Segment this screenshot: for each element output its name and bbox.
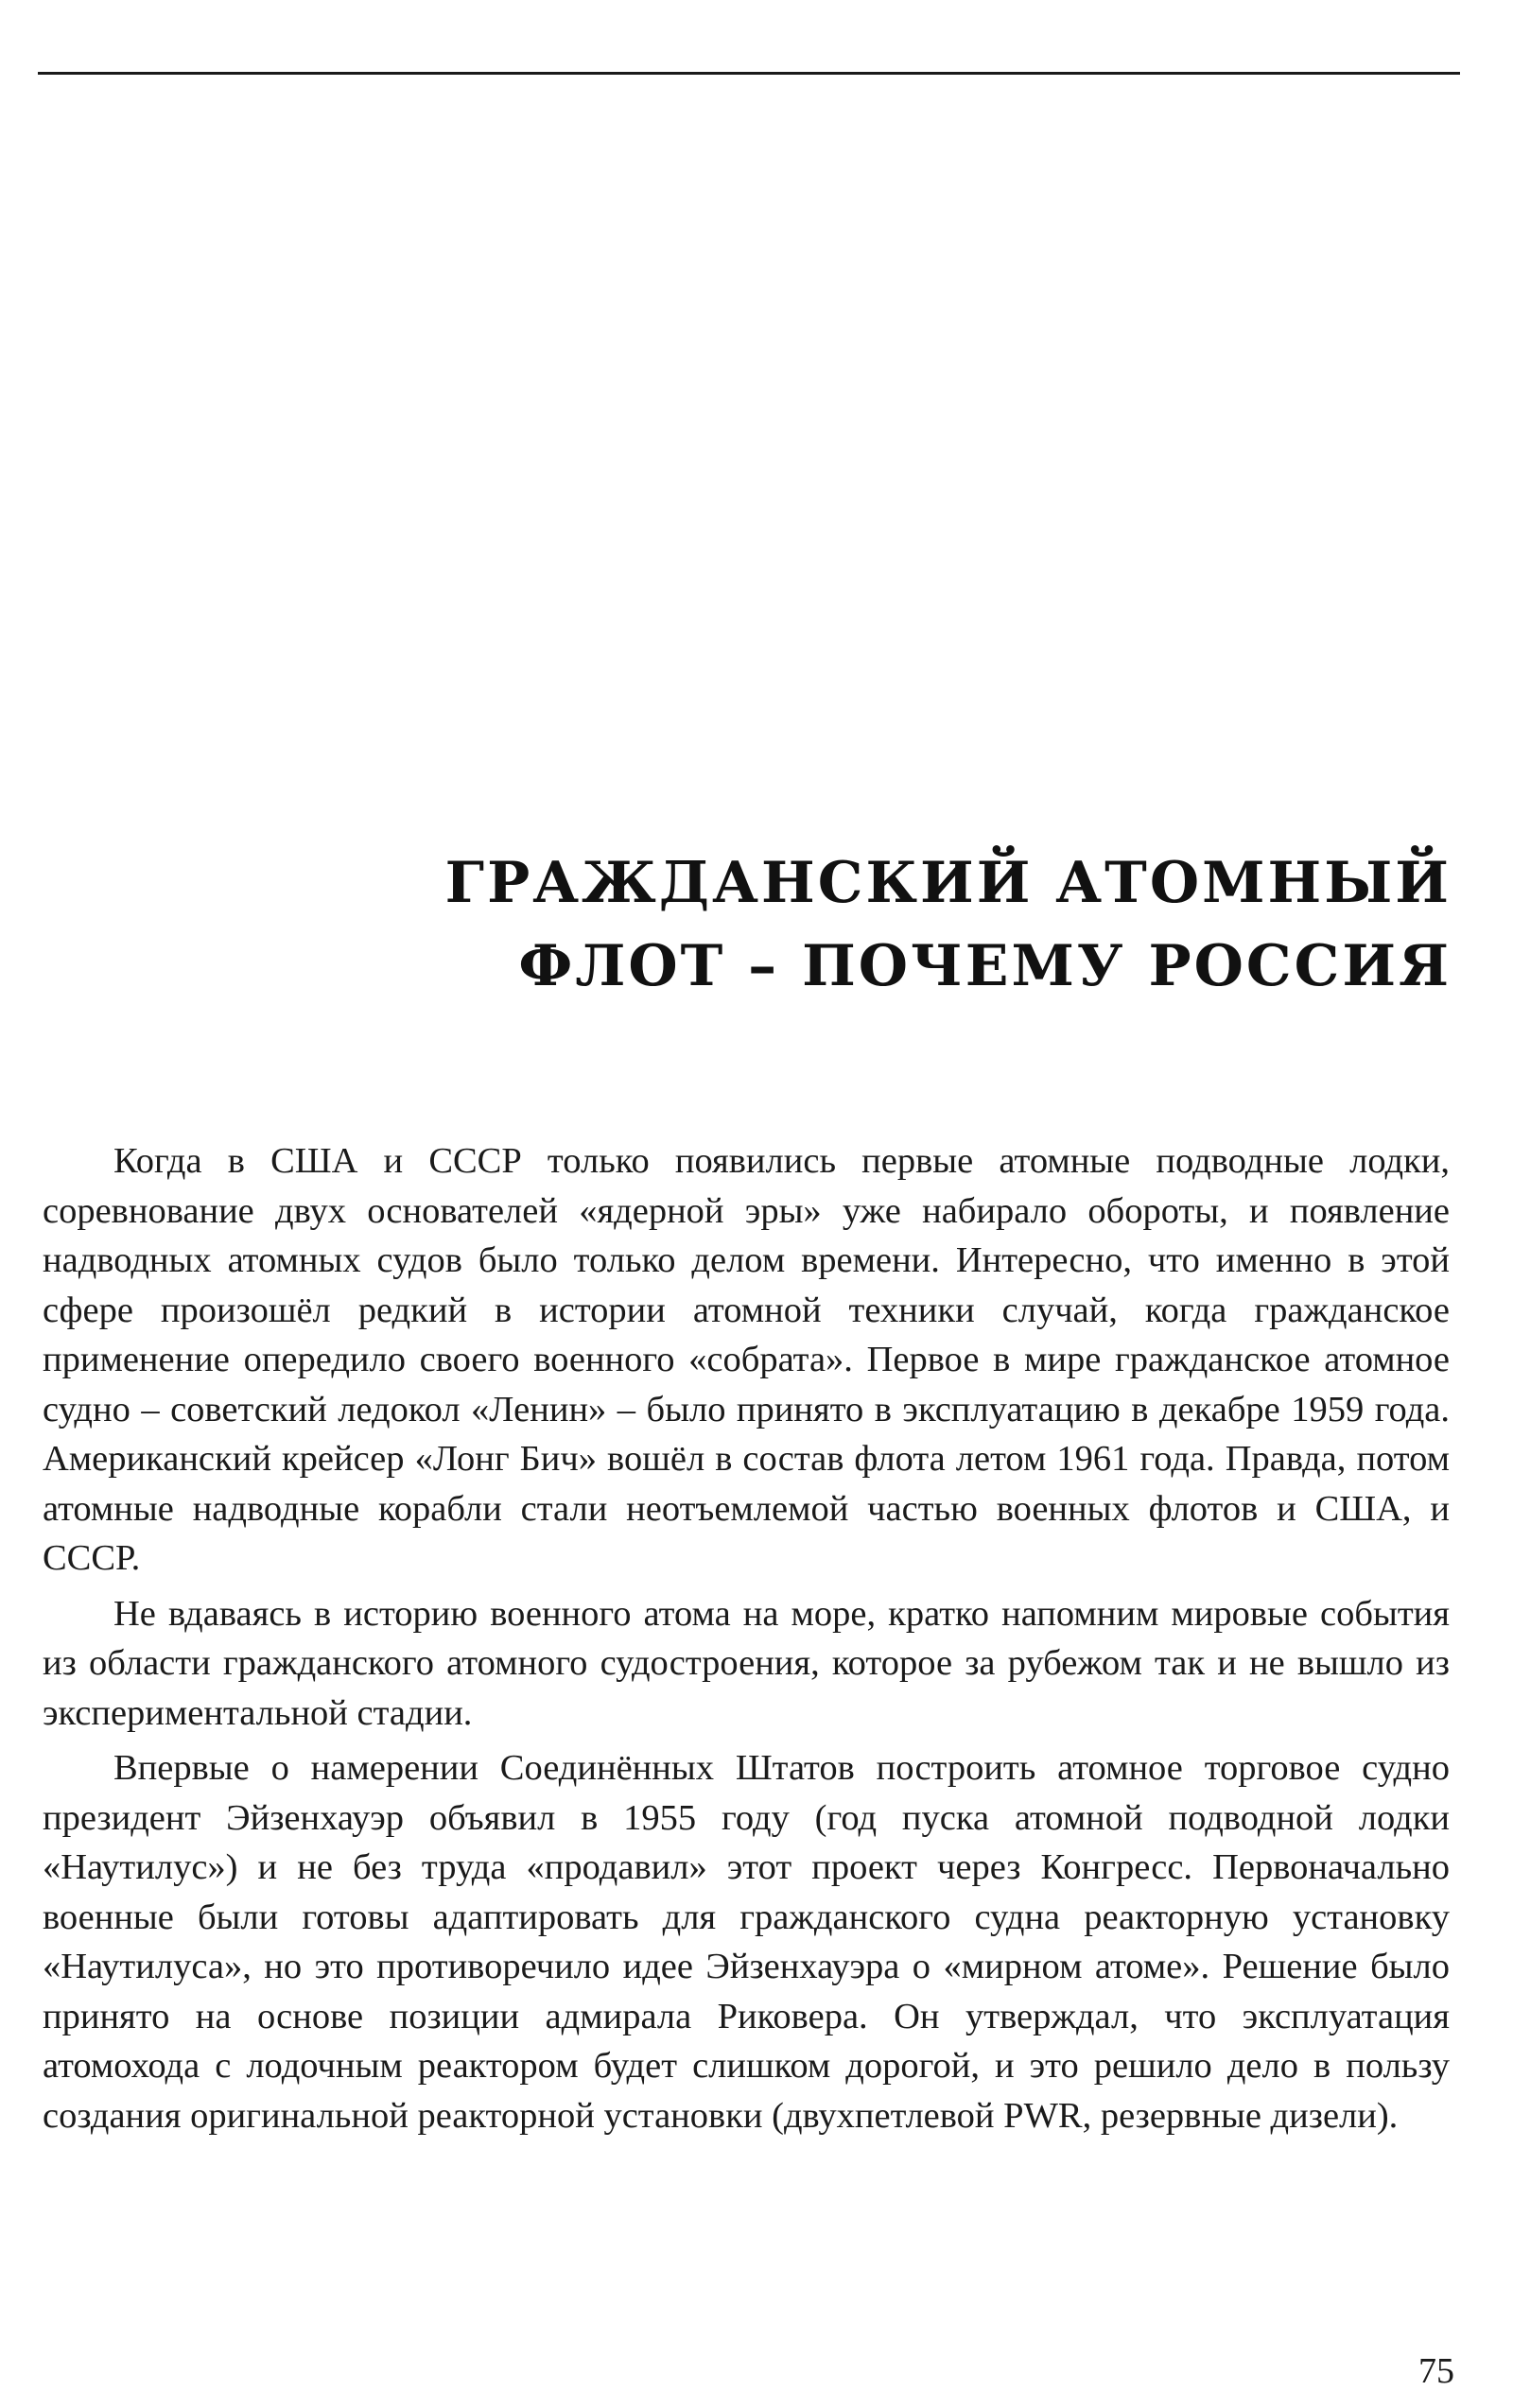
chapter-title: [284, 841, 1452, 1008]
paragraph-3: Впервые о намерении Соединённых Штатов построить атомное торговое судно президент Эйзенхауэр объявил в 1955 году (год пуска атомной подводной лодки «Наутилус») и не без труда «продавил» этот проект через Конгресс. Первоначально военные были готовы адаптировать для гражданского судна реакторную установку «Наутилуса», но это противоречило идее Эйзенхауэра о «мирном атоме». Решение было принято на основе позиции адмирала Риковера. Он утверждал, что эксплуатация атомохода с лодочным реактором будет слишком дорогой, и это решило дело в пользу создания оригинальной реакторной установки (двухпетлевой PWR, резервные дизели).: [43, 1748, 1450, 2136]
body-text: [43, 1136, 1450, 2146]
page-number: 75: [1418, 2351, 1454, 2391]
top-rule: [38, 72, 1460, 75]
chapter-title-line-1: ГРАЖДАНСКИЙ АТОМНЫЙ: [444, 850, 1452, 916]
paragraph-2: Не вдаваясь в историю военного атома на море, кратко напомним мировые события из области гражданского атомного судостроения, которое за рубежом так и не вышло из экспериментальной стадии.: [43, 1593, 1450, 1733]
paragraph-1: Когда в США и СССР только появились первые атомные подводные лодки, соревнование двух основателей «ядерной эры» уже набирало обороты, и появление надводных атомных судов было только делом времени. Интересно, что именно в этой сфере произошёл редкий в истории атомной техники случай, когда гражданское применение опередило своего военного «собрата». Первое в мире гражданское атомное судно – советский ледокол «Ленин» – было принято в эксплуатацию в декабре 1959 года. Американский крейсер «Лонг Бич» вошёл в состав флота летом 1961 года. Правда, потом атомные надводные корабли стали неотъемлемой частью военных флотов и США, и СССР.: [43, 1141, 1450, 1578]
chapter-title-line-2: ФЛОТ – ПОЧЕМУ РОССИЯ: [518, 933, 1452, 999]
